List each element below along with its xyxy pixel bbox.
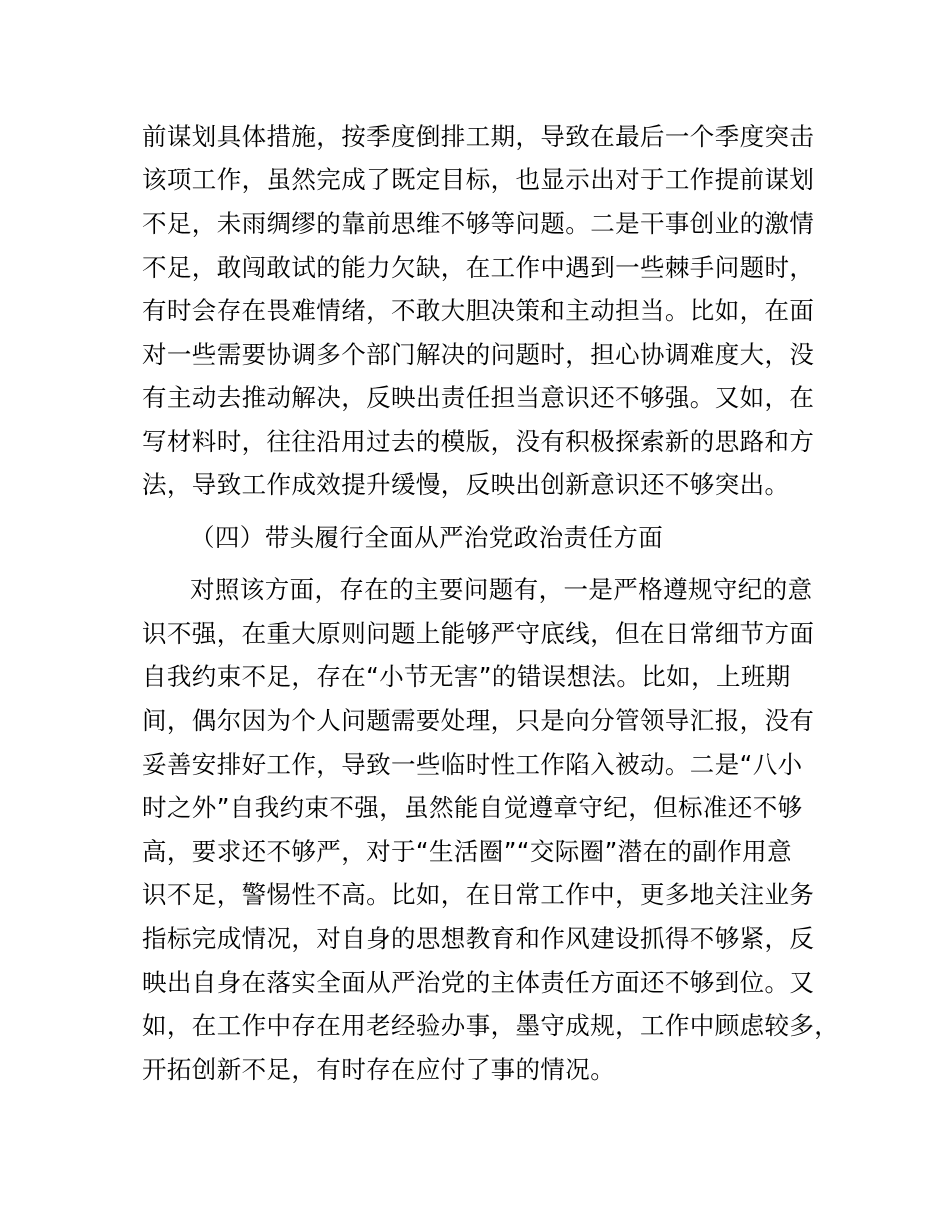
paragraph1-line: 该项工作，虽然完成了既定目标，也显示出对于工作提前谋划 — [142, 165, 815, 194]
paragraph2-line: 对照该方面，存在的主要问题有，一是严格遵规守纪的意 — [190, 575, 813, 604]
paragraph1-line: 对一些需要协调多个部门解决的问题时，担心协调难度大，没 — [142, 340, 815, 369]
paragraph2-line: 如，在工作中存在用老经验办事，墨守成规，工作中顾虑较多， — [142, 1011, 840, 1040]
paragraph2-line: 识不足，警惕性不高。比如，在日常工作中，更多地关注业务 — [142, 880, 815, 909]
paragraph2-line: 开拓创新不足，有时存在应付了事的情况。 — [142, 1055, 616, 1084]
paragraph2-line: 识不强，在重大原则问题上能够严守底线，但在日常细节方面 — [142, 619, 815, 648]
paragraph1-line: 不足，未雨绸缪的靠前思维不够等问题。二是干事创业的激情 — [142, 209, 815, 238]
paragraph2-line: 映出自身在落实全面从严治党的主体责任方面还不够到位。又 — [142, 968, 815, 997]
paragraph1-line: 有主动去推动解决，反映出责任担当意识还不够强。又如，在 — [142, 383, 815, 412]
paragraph1-line: 不足，敢闯敢试的能力欠缺，在工作中遇到一些棘手问题时， — [142, 253, 815, 282]
paragraph1-line: 前谋划具体措施，按季度倒排工期，导致在最后一个季度突击 — [142, 122, 815, 151]
paragraph2-line: 指标完成情况，对自身的思想教育和作风建设抓得不够紧，反 — [142, 924, 815, 953]
section-heading: （四）带头履行全面从严治党政治责任方面 — [190, 523, 664, 552]
paragraph2-line: 高，要求还不够严，对于“生活圈”“交际圈”潜在的副作用意 — [142, 837, 792, 866]
paragraph1-line: 写材料时，往往沿用过去的模版，没有积极探索新的思路和方 — [142, 427, 815, 456]
paragraph2-line: 自我约束不足，存在“小节无害”的错误想法。比如，上班期 — [142, 662, 791, 691]
paragraph1-line: 法，导致工作成效提升缓慢，反映出创新意识还不够突出。 — [142, 470, 790, 499]
paragraph2-line: 妥善安排好工作，导致一些临时性工作陷入被动。二是“八小 — [142, 750, 803, 779]
paragraph2-line: 间，偶尔因为个人问题需要处理，只是向分管领导汇报，没有 — [142, 706, 815, 735]
paragraph1-line: 有时会存在畏难情绪，不敢大胆决策和主动担当。比如，在面 — [142, 296, 815, 325]
paragraph2-line: 时之外”自我约束不强，虽然能自觉遵章守纪，但标准还不够 — [142, 793, 803, 822]
